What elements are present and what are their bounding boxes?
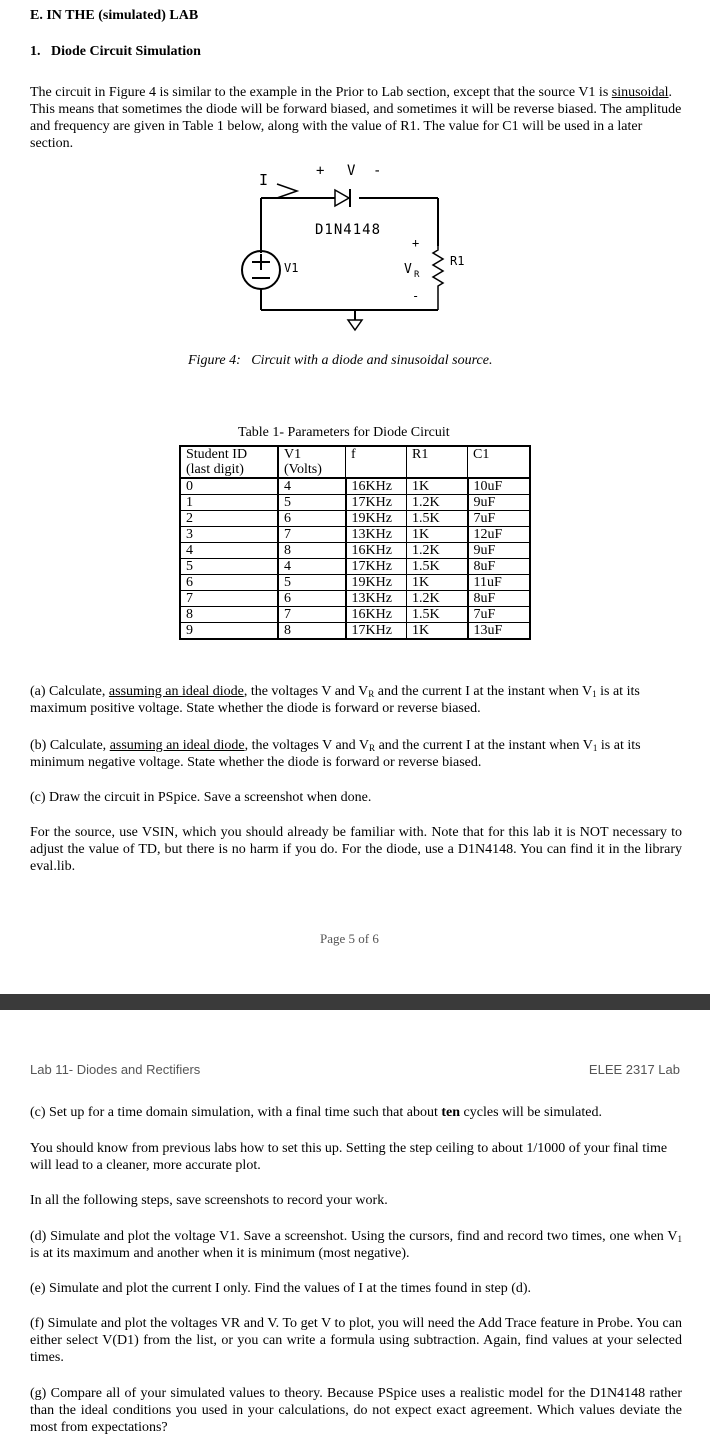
section-heading: E. IN THE (simulated) LAB: [30, 8, 199, 23]
table-cell: 1: [180, 495, 278, 511]
underlined-term: sinusoidal: [611, 85, 669, 100]
resistor-r1: [433, 246, 443, 310]
v-minus-label: -: [373, 163, 382, 179]
table-cell: 8: [278, 623, 346, 640]
table-cell: 16KHz: [346, 543, 407, 559]
page-number: Page 5 of 6: [320, 931, 379, 946]
table-cell: 7: [180, 591, 278, 607]
vr-label: V: [404, 262, 412, 277]
table-cell: 7: [278, 607, 346, 623]
table-cell: 9: [180, 623, 278, 640]
table-cell: 1.2K: [407, 495, 468, 511]
question-b: (b) Calculate, assuming an ideal diode, the voltages V and $V_R$ and the current I at the instant when $V_1$ is at its minimum negative voltage. State whether the diode is forward or reverse biased.: [30, 738, 641, 770]
header-cell: R1: [407, 446, 468, 462]
table-cell: 6: [278, 511, 346, 527]
table-cell: 16KHz: [346, 607, 407, 623]
table-cell: 19KHz: [346, 575, 407, 591]
header-cell: C1: [468, 446, 531, 462]
table-cell: 6: [278, 591, 346, 607]
v-plus-label: +: [316, 163, 325, 179]
table-cell: 4: [180, 543, 278, 559]
question-c-setup: (c) Set up for a time domain simulation, with a final time such that about ten cycles will be simulated.: [30, 1105, 602, 1120]
table-cell: 5: [180, 559, 278, 575]
current-label: I: [259, 171, 269, 189]
table-cell: 7uF: [468, 607, 531, 623]
header-cell: [346, 462, 407, 478]
table-cell: 16KHz: [346, 478, 407, 495]
vr-plus-label: +: [412, 236, 420, 250]
table-cell: 12uF: [468, 527, 531, 543]
header-left: Lab 11- Diodes and Rectifiers: [30, 1062, 201, 1077]
question-a: (a) Calculate, assuming an ideal diode, the voltages V and $V_R$ and the current I at the instant when $V_1$ is at its maximum positive voltage. State whether the diode is forward or reverse biased.: [30, 684, 640, 716]
vr-subscript: R: [414, 270, 420, 280]
resistor-label: R1: [450, 254, 465, 268]
table-cell: 7uF: [468, 511, 531, 527]
intro-paragraph: The circuit in Figure 4 is similar to the example in the Prior to Lab section, except that the source V1 is sinusoidal. This means that sometimes the diode will be forward biased, and sometimes it will be reverse biased. The amplitude and frequency are given in Table 1 below, along with the value of R1. The value for C1 will be used in a later section.: [30, 85, 682, 151]
question-d: (d) Simulate and plot the voltage V1. Save a screenshot. Using the cursors, find and record two times, one when $V_1$ is at its maximum and another when it is minimum (most negative).: [30, 1229, 682, 1261]
header-cell: [468, 462, 531, 478]
table-cell: 17KHz: [346, 495, 407, 511]
table-cell: 5: [278, 495, 346, 511]
question-g: (g) Compare all of your simulated values to theory. Because PSpice uses a realistic model for the D1N4148 rather than the ideal conditions you used in your calculations, do not expect exact agreement. Which values deviate the most from expectations?: [30, 1386, 682, 1435]
table-row: [180, 527, 530, 543]
table-row: [180, 591, 530, 607]
header-right: ELEE 2317 Lab: [588, 1062, 680, 1077]
table-cell: 19KHz: [346, 511, 407, 527]
ground-icon: [348, 320, 362, 330]
table-cell: 3: [180, 527, 278, 543]
table-title: Table 1- Parameters for Diode Circuit: [238, 425, 450, 440]
table-cell: 10uF: [468, 478, 531, 495]
current-arrow-icon: [277, 184, 297, 198]
table-row: [180, 607, 530, 623]
table-cell: 8: [180, 607, 278, 623]
question-f: (f) Simulate and plot the voltages VR and V. To get V to plot, you will need the Add Trace feature in Probe. You can either select V(D1) from the list, or you can write a formula using subtraction. Again, find values at your selected times.: [30, 1316, 682, 1365]
table-cell: 2: [180, 511, 278, 527]
table-cell: 8: [278, 543, 346, 559]
table-row: [180, 623, 530, 640]
table-cell: 1K: [407, 575, 468, 591]
parameters-table: [179, 445, 531, 640]
table-cell: 1K: [407, 478, 468, 495]
diode-part-label: D1N4148: [315, 222, 382, 238]
table-cell: 13uF: [468, 623, 531, 640]
diode-icon: [335, 190, 349, 206]
table-row: [180, 495, 530, 511]
source-note: For the source, use VSIN, which you should already be familiar with. Note that for this lab it is NOT necessary to adjust the value of TD, but there is no harm if you do. For the diode, use a D1N4148. You can find it in the library eval.lib.: [30, 825, 682, 874]
table-row: [180, 543, 530, 559]
header-cell: Student ID: [180, 446, 278, 462]
table-cell: 1.2K: [407, 543, 468, 559]
header-cell: V1: [278, 446, 346, 462]
table-cell: 17KHz: [346, 623, 407, 640]
table-cell: 13KHz: [346, 527, 407, 543]
table-cell: 1.5K: [407, 607, 468, 623]
subsection-heading: 1. Diode Circuit Simulation: [30, 44, 201, 59]
figure-caption: Figure 4: Circuit with a diode and sinusoidal source.: [188, 353, 493, 368]
table-cell: 1.5K: [407, 511, 468, 527]
header-cell: (last digit): [180, 462, 278, 478]
setup-note: You should know from previous labs how to set this up. Setting the step ceiling to about 1/1000 of your final time will lead to a cleaner, more accurate plot.: [30, 1141, 668, 1173]
table-cell: 4: [278, 559, 346, 575]
page-divider: [0, 994, 710, 1010]
table-cell: 17KHz: [346, 559, 407, 575]
question-c: (c) Draw the circuit in PSpice. Save a screenshot when done.: [30, 790, 372, 805]
table-cell: 0: [180, 478, 278, 495]
v-label: V: [347, 163, 356, 179]
table-row: [180, 575, 530, 591]
table-row: [180, 559, 530, 575]
table-cell: 4: [278, 478, 346, 495]
table-cell: 8uF: [468, 591, 531, 607]
table-cell: 1K: [407, 623, 468, 640]
table-header-row: [180, 446, 530, 462]
table-header-row: [180, 462, 530, 478]
table-cell: 9uF: [468, 495, 531, 511]
table-cell: 13KHz: [346, 591, 407, 607]
vr-minus-label: -: [412, 289, 420, 303]
header-cell: (Volts): [278, 462, 346, 478]
table-cell: 1K: [407, 527, 468, 543]
table-cell: 7: [278, 527, 346, 543]
header-cell: [407, 462, 468, 478]
table-cell: 6: [180, 575, 278, 591]
table-row: [180, 511, 530, 527]
table-cell: 8uF: [468, 559, 531, 575]
table-cell: 5: [278, 575, 346, 591]
table-cell: 9uF: [468, 543, 531, 559]
source-label: V1: [284, 261, 299, 275]
table-cell: 1.2K: [407, 591, 468, 607]
table-row: [180, 478, 530, 495]
question-e: (e) Simulate and plot the current I only. Find the values of I at the times found in step (d).: [30, 1281, 532, 1296]
circuit-figure: [225, 158, 485, 343]
table-cell: 1.5K: [407, 559, 468, 575]
table-cell: 11uF: [468, 575, 531, 591]
header-cell: f: [346, 446, 407, 462]
screenshots-note: In all the following steps, save screenshots to record your work.: [30, 1193, 388, 1208]
